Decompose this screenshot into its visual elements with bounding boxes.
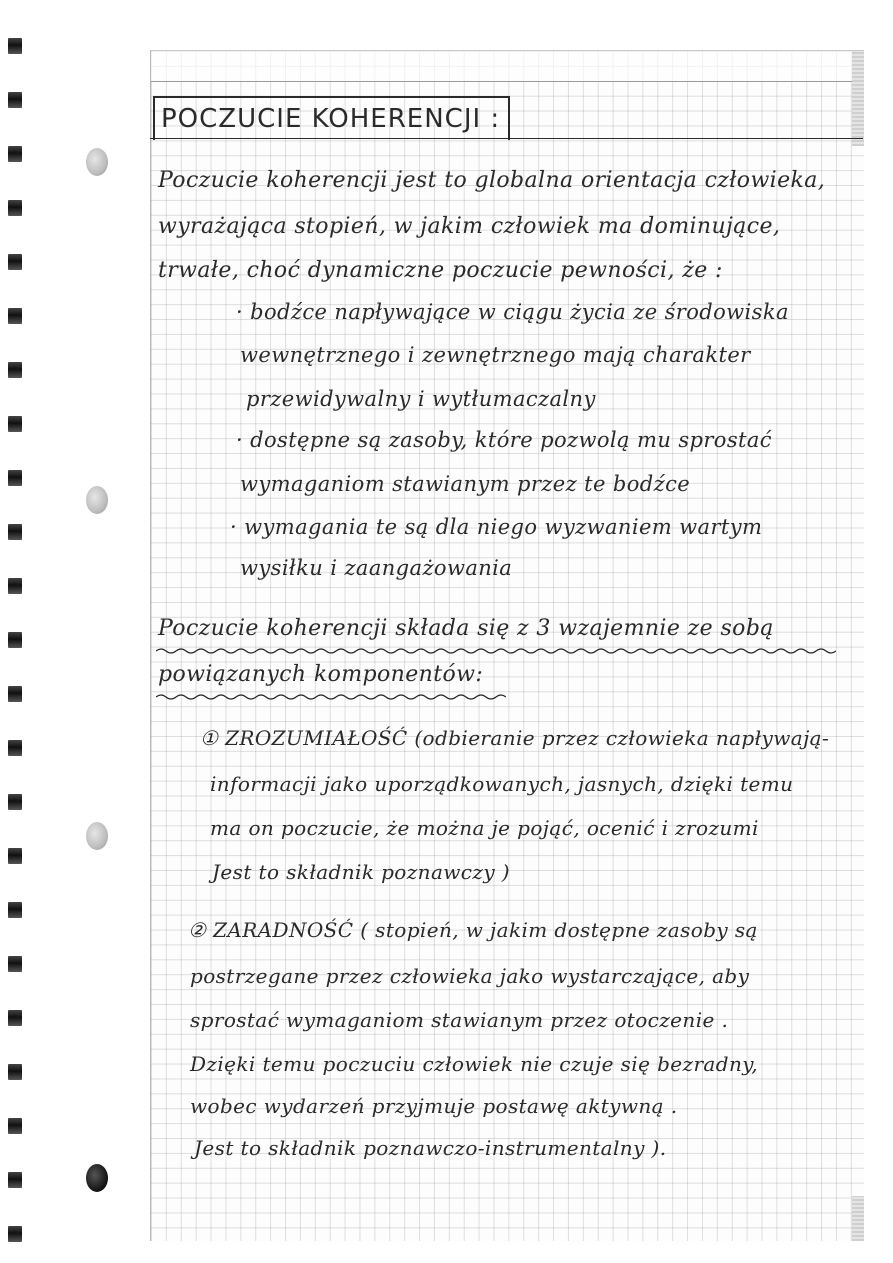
component-2-line: Jest to składnik poznawczo-instrumentalny ). [194,1136,667,1160]
bullet-line: wymaganiom stawianym przez te bodźce [240,472,691,496]
component-1-line: informacji jako uporządkowanych, jasnych, dzięki temu [210,772,794,796]
punch-hole [86,822,108,850]
binder-mark [8,902,22,918]
intro-line: Poczucie koherencji jest to globalna orientacja człowieka, [158,168,826,193]
binder-mark [8,1226,22,1242]
component-1-line: ma on poczucie, że można je pojąć, ocenić i zrozumi [210,816,759,840]
sheet-top-band [151,51,864,82]
intro-line: trwałe, choć dynamiczne poczucie pewności, że : [158,258,723,283]
binder-mark [8,200,22,216]
component-1-line: ① ZROZUMIAŁOŚĆ (odbieranie przez człowieka napływają- [200,726,830,750]
binder-mark [8,524,22,540]
binder-mark [8,38,22,54]
binder-mark [8,686,22,702]
bullet-line: · dostępne są zasoby, które pozwolą mu sprostać [236,428,772,452]
bullet-line: wewnętrznego i zewnętrznego mają charakter [240,343,751,367]
binder-mark [8,416,22,432]
components-heading-line: powiązanych komponentów: [158,662,484,687]
wavy-underline [156,693,506,701]
binder-mark [8,632,22,648]
binder-mark [8,254,22,270]
binder-mark [8,362,22,378]
punch-hole [86,486,108,514]
binder-mark [8,1172,22,1188]
binder-mark [8,956,22,972]
page-title: POCZUCIE KOHERENCJI : [153,96,510,140]
binder-strip [0,0,60,1263]
bullet-line: · wymagania te są dla niego wyzwaniem wartym [230,515,763,539]
punch-hole [86,1164,108,1192]
binder-mark [8,1010,22,1026]
component-2-line: postrzegane przez człowieka jako wystarczające, aby [190,964,750,988]
binder-mark [8,740,22,756]
component-2-line: ② ZARADNOŚĆ ( stopień, w jakim dostępne zasoby są [188,918,758,942]
component-1-line: Jest to składnik poznawczy ) [212,860,510,884]
component-2-line: wobec wydarzeń przyjmuje postawę aktywną . [190,1094,678,1118]
title-underline [150,138,863,139]
components-heading-line: Poczucie koherencji składa się z 3 wzajemnie ze sobą [158,616,774,641]
binder-mark [8,146,22,162]
bullet-line: · bodźce napływające w ciągu życia ze środowiska [236,300,789,324]
binder-mark [8,92,22,108]
binder-mark [8,470,22,486]
intro-line: wyrażająca stopień, w jakim człowiek ma dominujące, [158,214,781,239]
binder-mark [8,1118,22,1134]
component-2-line: sprostać wymaganiom stawianym przez otoczenie . [190,1008,729,1032]
scan-edge [852,1196,864,1241]
binder-mark [8,308,22,324]
binder-mark [8,848,22,864]
binder-mark [8,794,22,810]
bullet-line: wysiłku i zaangażowania [240,556,513,580]
scan-edge [852,51,864,146]
wavy-underline [156,647,836,655]
punch-hole [86,148,108,176]
bullet-line: przewidywalny i wytłumaczalny [246,387,596,411]
binder-mark [8,1064,22,1080]
component-2-line: Dzięki temu poczuciu człowiek nie czuje się bezradny, [190,1052,759,1076]
binder-mark [8,578,22,594]
